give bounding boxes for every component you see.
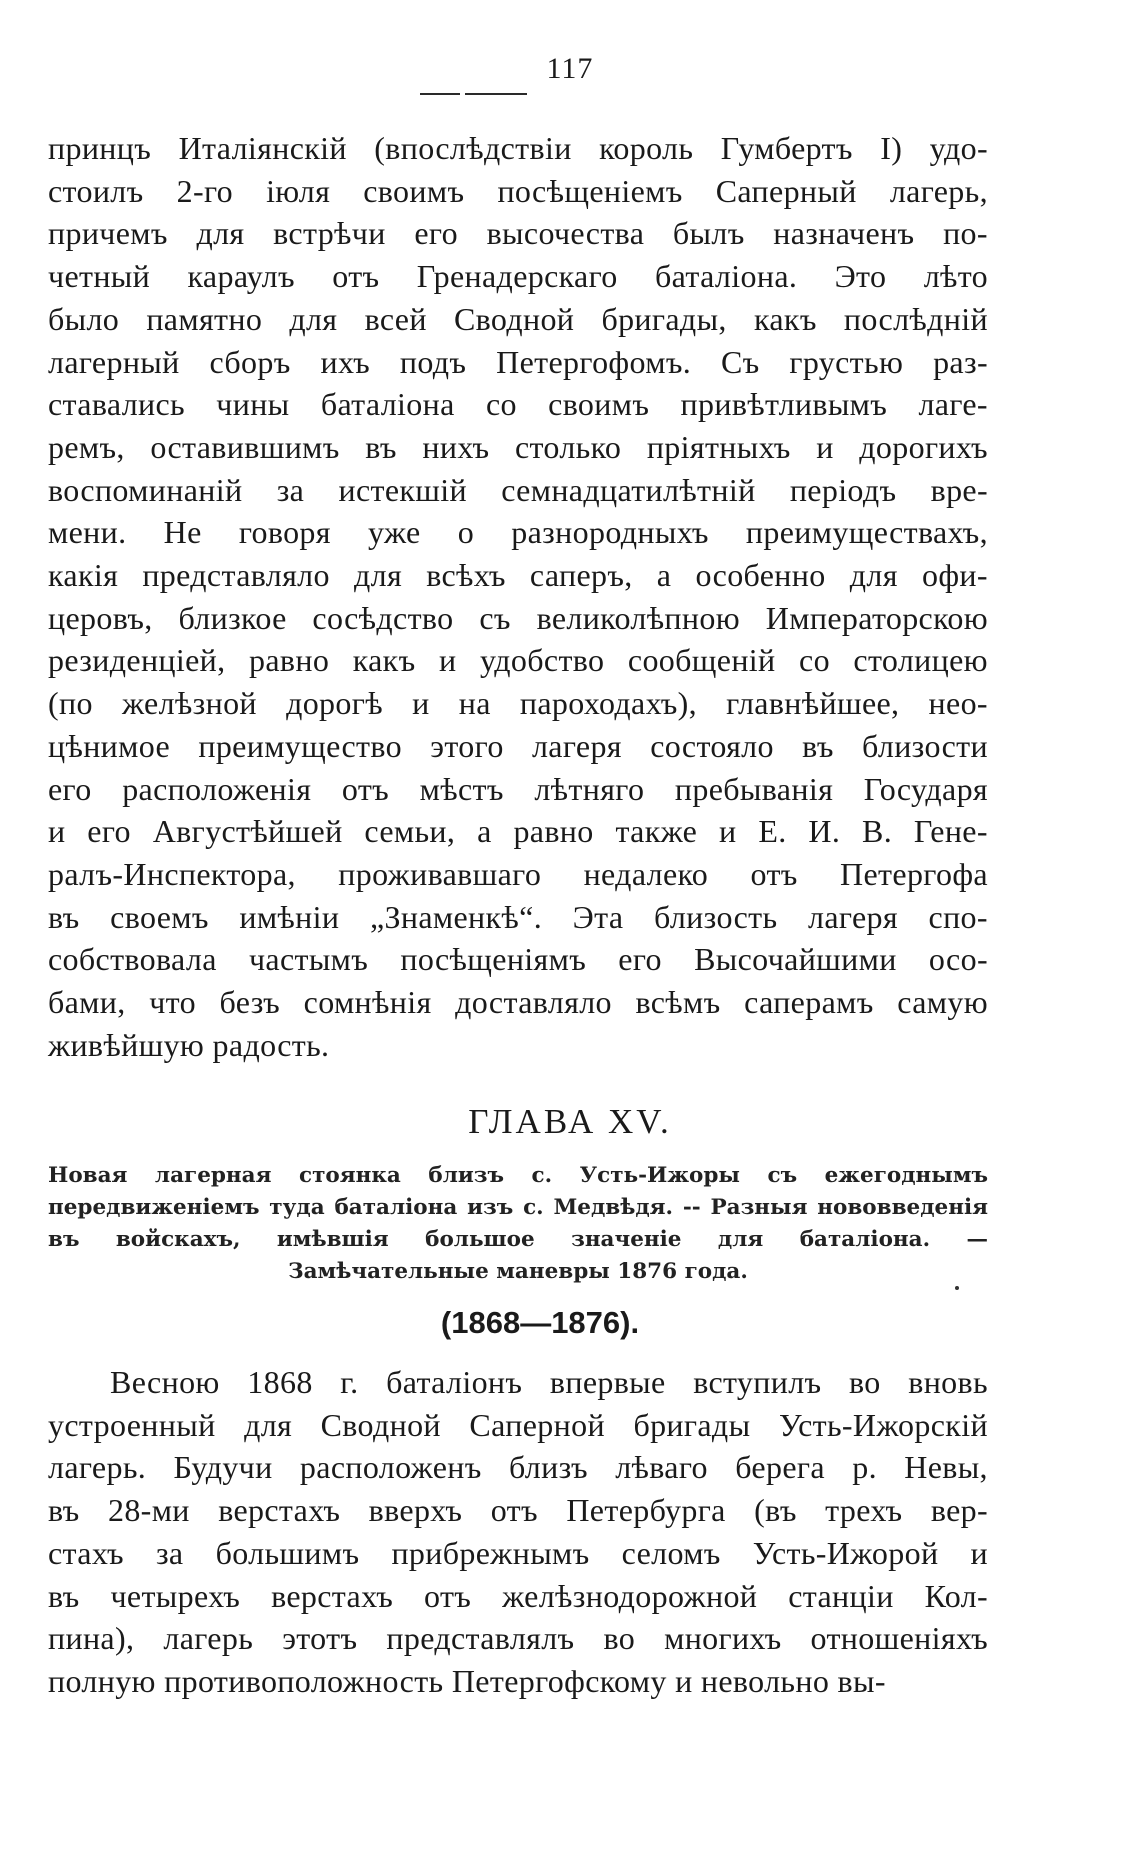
chapter-years: (1868—1876).: [440, 1305, 640, 1340]
paragraph-line: ремъ, оставившимъ въ нихъ столько пріятныхъ и дорогихъ: [48, 428, 988, 465]
paragraph-line: принцъ Италіянскій (впослѣдствіи король Гумбертъ I) удо-: [48, 130, 988, 166]
chapter-paragraph-line: полную противоположность Петергофскому и невольно вы-: [48, 1662, 886, 1699]
page-number: 117: [546, 52, 594, 85]
paragraph-line: ралъ-Инспектора, проживавшаго недалеко отъ Петергофа: [48, 855, 988, 892]
paragraph-line: какія представляло для всѣхъ саперъ, а особенно для офи-: [48, 557, 988, 593]
chapter-summary: Новая лагерная стоянка близъ с. Усть-Ижоры съ ежегоднымъ передвиженіемъ туда баталіона изъ с. Медвѣдя. -- Разныя нововведенія въ войскахъ, имѣвшія большое значеніе для баталіона. — Замѣчательные маневры 1876 года.: [48, 1163, 988, 1284]
chapter-paragraph-line: устроенный для Сводной Саперной бригады Усть-Ижорскій: [48, 1406, 988, 1443]
paragraph-line: мени. Не говоря уже о разнородныхъ преимуществахъ,: [48, 514, 988, 551]
chapter-paragraph-line: пина), лагерь этотъ представлялъ во многихъ отношеніяхъ: [48, 1620, 988, 1657]
paragraph-line: его расположенія отъ мѣстъ лѣтняго пребыванія Государя: [48, 770, 988, 807]
page-number-rule-left: [420, 93, 460, 95]
page-number-rule-right: [465, 93, 527, 95]
paragraph-line: и его Августѣйшей семьи, а равно также и Е. И. В. Гене-: [48, 813, 988, 850]
paragraph-line: (по желѣзной дорогѣ и на пароходахъ), главнѣйшее, нео-: [48, 685, 988, 722]
chapter-paragraph-line: лагерь. Будучи расположенъ близъ лѣваго берега р. Невы,: [48, 1449, 988, 1486]
chapter-paragraph-line: въ четырехъ верстахъ отъ желѣзнодорожной станціи Кол-: [48, 1577, 988, 1614]
paragraph-line: церовъ, близкое сосѣдство съ великолѣпною Императорскою: [48, 599, 988, 636]
paragraph-line: живѣйшую радость.: [48, 1026, 330, 1063]
paragraph-line: ставались чины баталіона со своимъ привѣтливымъ лаге-: [48, 386, 988, 423]
paragraph-line: резиденціей, равно какъ и удобство сообщеній со столицею: [48, 642, 988, 679]
paragraph-line: бами, что безъ сомнѣнія доставляло всѣмъ саперамъ самую: [48, 984, 988, 1020]
paragraph-line: четный караулъ отъ Гренадерскаго баталіона. Это лѣто: [48, 258, 988, 295]
chapter-paragraph-line: въ 28-ми верстахъ вверхъ отъ Петербурга (въ трехъ вер-: [48, 1492, 988, 1529]
chapter-paragraph-line: стахъ за большимъ прибрежнымъ селомъ Усть-Ижорой и: [48, 1534, 988, 1571]
paragraph-line: цѣнимое преимущество этого лагеря состояло въ близости: [48, 727, 988, 764]
paragraph-line: стоилъ 2-го іюля своимъ посѣщеніемъ Саперный лагерь,: [48, 172, 988, 209]
print-speck: [955, 1286, 959, 1290]
paragraph-line: причемъ для встрѣчи его высочества былъ назначенъ по-: [48, 215, 988, 252]
chapter-paragraph-line: Весною 1868 г. баталіонъ впервые вступилъ во вновь: [110, 1364, 988, 1400]
paragraph-line: лагерный сборъ ихъ подъ Петергофомъ. Съ грустью раз-: [48, 343, 988, 380]
chapter-title: ГЛАВА XV.: [468, 1102, 672, 1141]
paragraph-line: въ своемъ имѣніи „Знаменкѣ“. Эта близость лагеря спо-: [48, 898, 988, 935]
paragraph-line: собствовала частымъ посѣщеніямъ его Высочайшими осо-: [48, 941, 988, 978]
paragraph-line: было памятно для всей Сводной бригады, какъ послѣдній: [48, 300, 988, 337]
paragraph-line: воспоминаній за истекшій семнадцатилѣтній періодъ вре-: [48, 471, 988, 508]
